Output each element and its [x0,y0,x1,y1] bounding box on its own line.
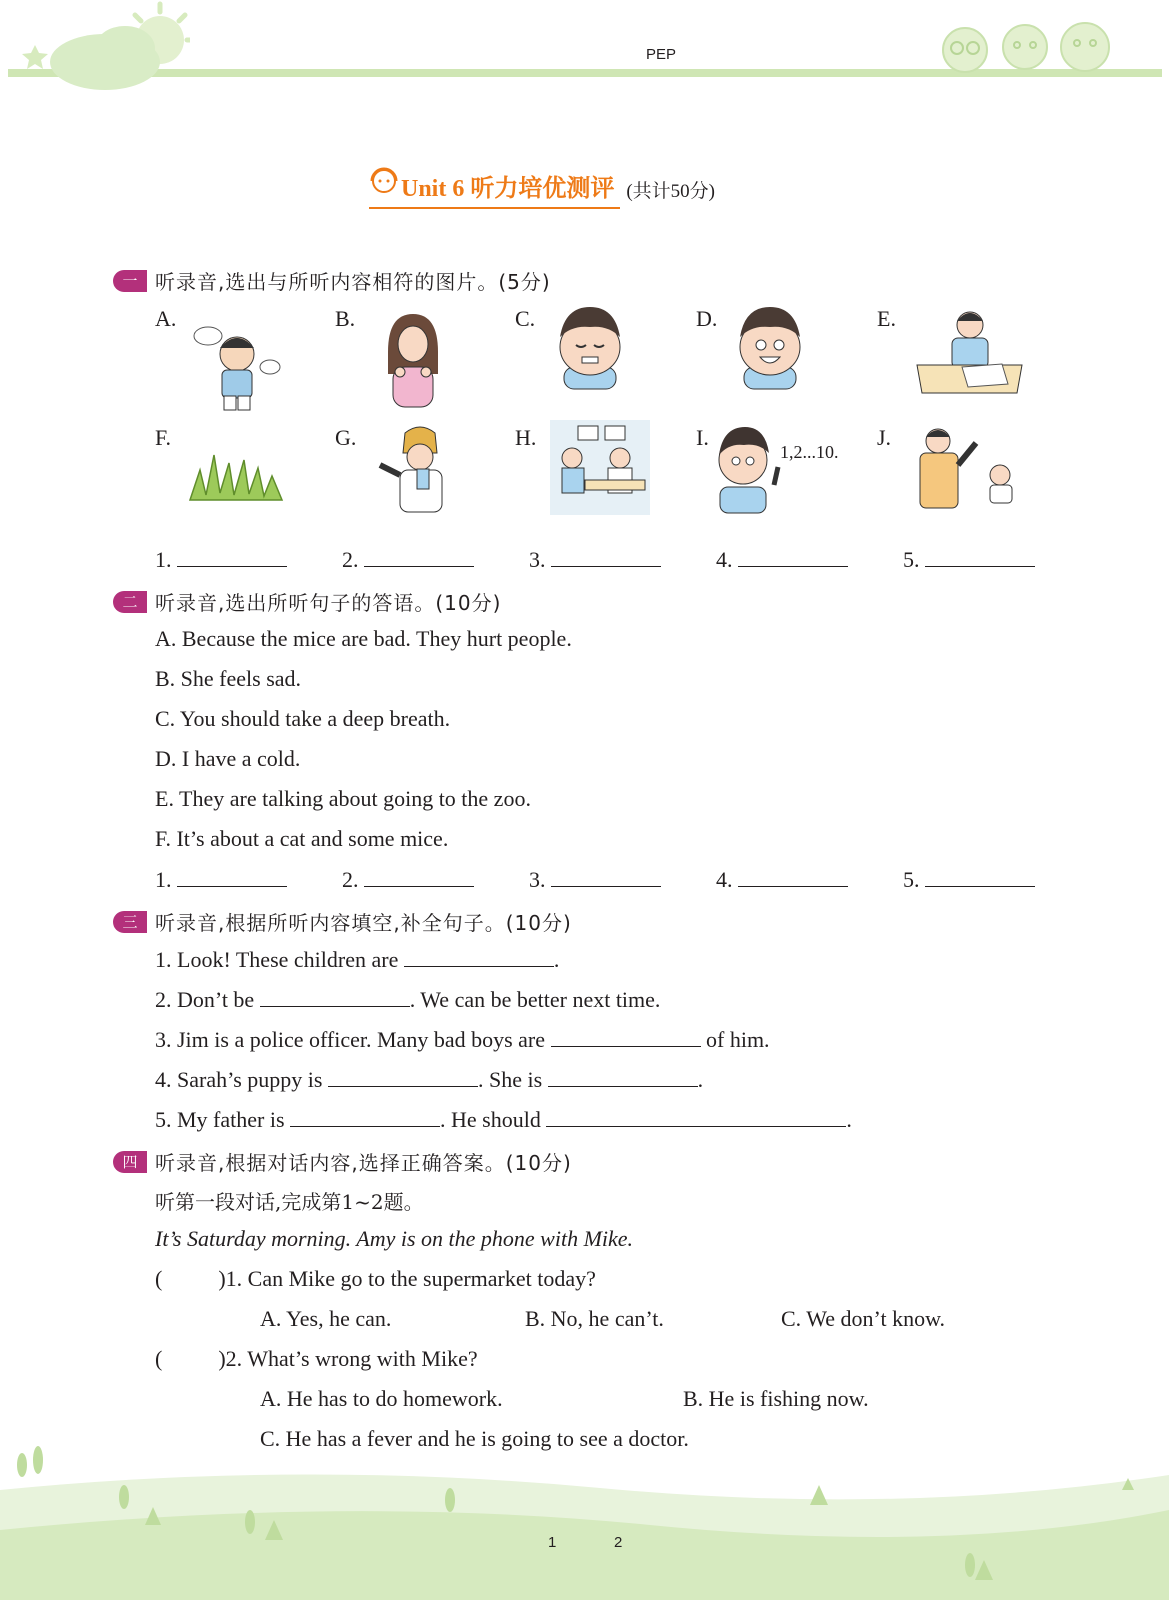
scared-girl-icon [378,312,448,412]
section-badge: 二 [113,591,147,613]
sentence-text: . He should [440,1107,541,1132]
answer-blank[interactable] [903,546,1035,573]
fill-sentence-3 [155,1026,770,1053]
answer-number: 3. [529,547,546,572]
fill-blank[interactable] [546,1106,846,1127]
answer-number: 2. [342,547,359,572]
question-text: 1. Can Mike go to the supermarket today? [225,1266,596,1291]
answer-blank[interactable] [529,546,661,573]
answer-blank[interactable] [342,866,474,893]
option-line: A. Because the mice are bad. They hurt people. [155,626,572,651]
picture-letter: J. [877,425,892,450]
sentence-text: . [553,947,560,972]
scene-description: It’s Saturday morning. Amy is on the phone with Mike. [155,1226,634,1251]
animal-friends-icon [935,15,1115,75]
fill-blank[interactable] [551,1026,701,1047]
answer-number: 4. [716,867,733,892]
picture-letter: I. [696,425,709,450]
sentence-text: . [697,1067,704,1092]
cold-girl-icon [375,425,455,515]
section-3-heading [113,907,572,936]
question-1 [155,1266,596,1292]
worried-man-desk-icon [912,305,1027,400]
choice-b[interactable]: B. No, he can’t. [525,1306,664,1331]
answer-blank[interactable] [716,546,848,573]
publisher-label: PEP [646,46,677,63]
sentence-text: 5. My father is [155,1107,285,1132]
sentence-text: of him. [706,1027,770,1052]
page-title [369,169,715,209]
choice-c[interactable]: C. We don’t know. [781,1306,946,1331]
headphone-bear-icon [369,164,399,198]
answer-blank[interactable] [716,866,848,893]
answer-blank[interactable] [155,866,287,893]
sun-cloud-icon [20,0,190,95]
section-2-heading [113,587,501,616]
page-number-left: 1 [548,1534,557,1551]
section-title: 听录音,根据所听内容填空,补全句子。(10分) [155,911,572,935]
section-1-heading [113,266,551,295]
fill-blank[interactable] [290,1106,440,1127]
dialogue-intro: 听第一段对话,完成第1~2题。 [155,1190,424,1214]
question-2 [155,1346,478,1372]
option-line: C. You should take a deep breath. [155,706,451,731]
answer-number: 5. [903,867,920,892]
unit-title-text: Unit 6 听力培优测评 [401,176,615,202]
fill-blank[interactable] [260,986,410,1007]
paren: ) [218,1266,226,1291]
unit-title [369,168,620,209]
sad-boy-face-icon [550,305,630,390]
section-badge: 四 [113,1151,147,1173]
choice-c[interactable]: C. He has a fever and he is going to see a doctor. [260,1426,689,1451]
fill-sentence-5 [155,1106,852,1133]
answer-number: 5. [903,547,920,572]
question-text: 2. What’s wrong with Mike? [225,1346,478,1371]
picture-letter: A. [155,306,177,331]
paren: ) [218,1346,226,1371]
option-line: D. I have a cold. [155,746,301,771]
fill-sentence-1 [155,946,559,973]
sentence-text: . We can be better next time. [409,987,661,1012]
sentence-text: . She is [477,1067,543,1092]
counting-boy-icon [708,425,788,515]
fill-sentence-2 [155,986,660,1013]
fill-blank[interactable] [404,946,554,967]
angry-boy-icon [190,322,285,417]
section-title: 听录音,根据对话内容,选择正确答案。(10分) [155,1151,572,1175]
answer-number: 2. [342,867,359,892]
answer-number: 3. [529,867,546,892]
choice-b[interactable]: B. He is fishing now. [683,1386,869,1411]
option-line: E. They are talking about going to the zoo. [155,786,531,811]
doctor-visit-icon [550,420,650,515]
picture-letter: C. [515,306,536,331]
answer-blank[interactable] [903,866,1035,893]
section-badge: 三 [113,911,147,933]
answer-number: 1. [155,867,172,892]
paren: ( [155,1346,163,1371]
happy-boy-face-icon [730,305,810,390]
total-score: (共计50分) [626,181,715,202]
choice-a[interactable]: A. He has to do homework. [260,1386,503,1411]
option-line: F. It’s about a cat and some mice. [155,826,449,851]
section-4-heading [113,1147,572,1176]
answer-blank[interactable] [155,546,287,573]
choice-a[interactable]: A. Yes, he can. [260,1306,392,1331]
sentence-text: 1. Look! These children are [155,947,399,972]
picture-letter: E. [877,306,896,331]
picture-letter: B. [335,306,356,331]
section-badge: 一 [113,270,147,292]
picture-letter: D. [696,306,718,331]
counting-text: 1,2...10. [780,442,839,462]
sentence-text: 2. Don’t be [155,987,255,1012]
sentence-text: 4. Sarah’s puppy is [155,1067,323,1092]
hills-landscape [0,1440,1169,1600]
page-number-right: 2 [614,1534,623,1551]
paren: ( [155,1266,163,1291]
picture-letter: H. [515,425,537,450]
answer-number: 1. [155,547,172,572]
man-and-boy-icon [900,425,1030,515]
section-title: 听录音,选出与所听内容相符的图片。(5分) [155,270,551,294]
answer-blank[interactable] [342,546,474,573]
picture-letter: F. [155,425,171,450]
option-line: B. She feels sad. [155,666,302,691]
fill-blank[interactable] [548,1066,698,1087]
section-title: 听录音,选出所听句子的答语。(10分) [155,591,502,615]
answer-blank[interactable] [529,866,661,893]
picture-letter: G. [335,425,357,450]
fill-blank[interactable] [328,1066,478,1087]
answer-number: 4. [716,547,733,572]
fill-sentence-4 [155,1066,703,1093]
sentence-text: . [846,1107,852,1132]
sentence-text: 3. Jim is a police officer. Many bad boys are [155,1027,545,1052]
grass-icon [185,440,290,505]
